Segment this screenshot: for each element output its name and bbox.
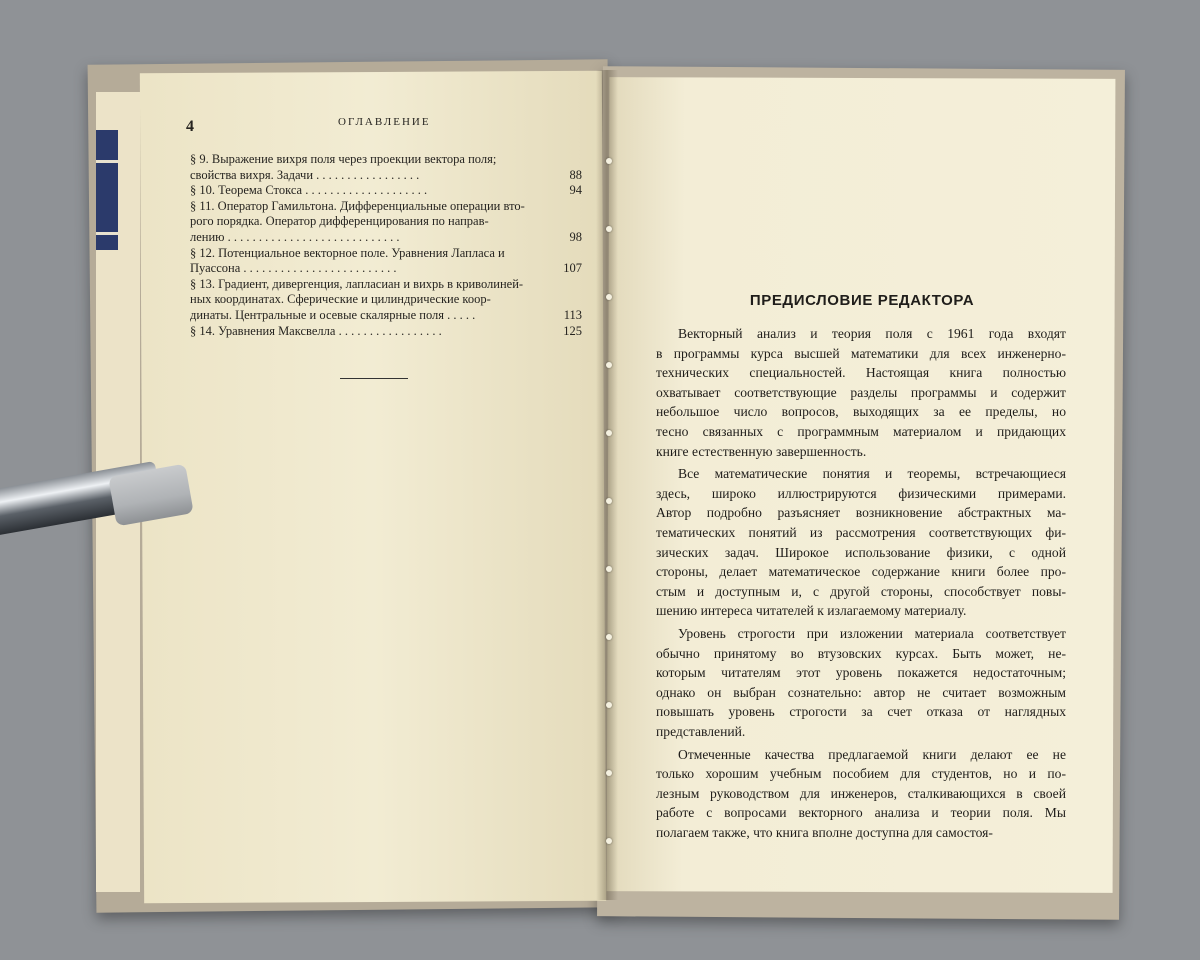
preface-line: обычно принятому во втузовских курсах. Быть может, не- bbox=[656, 645, 1066, 661]
preface-line: Отмеченные качества предлагаемой книги делают ее не bbox=[678, 746, 1066, 762]
toc-entry-line: § 11. Оператор Гамильтона. Дифференциальные операции вто- bbox=[190, 198, 525, 213]
preface-line: повышать уровень строгости за счет отказа от наглядных bbox=[656, 704, 1066, 720]
page-number: 4 bbox=[186, 118, 194, 135]
preface-line: однако он выбран сознательно: автор не считает возможным bbox=[656, 684, 1066, 700]
preface-line: технических специальностей. Настоящая книга полностью bbox=[656, 365, 1066, 381]
toc-page-number: 94 bbox=[569, 183, 582, 198]
toc-entry-line: § 13. Градиент, дивергенция, лапласиан и вихрь в криволиней- bbox=[190, 276, 524, 291]
preface-line: лезным руководством для инженеров, сталкивающихся в своей bbox=[656, 785, 1066, 801]
preface-line: которым читателям этот уровень покажется недостаточным; bbox=[656, 665, 1066, 681]
toc-entry-line: свойства вихря. Задачи . . . . . . . . . . . . . . . . . bbox=[190, 167, 420, 182]
preface-line: только хорошим учебным пособием для студентов, но и по- bbox=[656, 766, 1066, 782]
toc-page-number: 88 bbox=[569, 167, 582, 182]
preface-line: здесь, широко иллюстрируются физическими примерами. bbox=[656, 485, 1066, 501]
preface-line: книге естественную завершенность. bbox=[656, 443, 867, 459]
toc-entry-line: динаты. Центральные и осевые скалярные поля . . . . . bbox=[190, 308, 476, 322]
preface-line: Все математические понятия и теоремы, встречающиеся bbox=[678, 466, 1066, 482]
preface-line: стороны, делает математическое содержание книги более про- bbox=[656, 564, 1066, 580]
preface-line: полагаем также, что книга вполне доступна для самостоя- bbox=[656, 825, 993, 840]
preface-line: небольшое число вопросов, выходящих за ее пределы, но bbox=[656, 404, 1066, 420]
preface-line: шению интереса читателей к излагаемому материалу. bbox=[656, 603, 967, 619]
toc-divider bbox=[340, 378, 408, 379]
binding-stitch bbox=[606, 158, 612, 164]
binding-stitch bbox=[606, 566, 612, 572]
preface-line: Уровень строгости при изложении материала соответствует bbox=[678, 626, 1066, 641]
toc-entry-line: Пуассона . . . . . . . . . . . . . . . . . . . . . . . . . bbox=[190, 261, 397, 276]
binding-stitch bbox=[606, 702, 612, 708]
preface-line: стым и доступным и, с другой стороны, способствует повы- bbox=[656, 583, 1066, 599]
preface-title: ПРЕДИСЛОВИЕ РЕДАКТОРА bbox=[749, 292, 975, 309]
preface-line: представлений. bbox=[656, 724, 746, 739]
preface-line: в программы курса высшей математики для всех инженерно- bbox=[656, 345, 1066, 361]
preface-line: работе с вопросами векторного анализа и теории поля. Мы bbox=[656, 805, 1066, 821]
preface-line: зических задач. Широкое использование физики, с одной bbox=[656, 544, 1066, 560]
toc-entry-line: § 12. Потенциальное векторное поле. Уравнения Лапласа и bbox=[190, 245, 505, 260]
binding-stitch bbox=[606, 770, 612, 776]
cover-stripe bbox=[96, 232, 118, 235]
toc-header: ОГЛАВЛЕНИЕ bbox=[338, 116, 431, 128]
toc-page-number: 98 bbox=[569, 230, 582, 244]
toc-entry-line: рого порядка. Оператор дифференцирования по направ- bbox=[190, 214, 489, 229]
binding-stitch bbox=[606, 226, 612, 232]
binding-stitch bbox=[606, 838, 612, 844]
toc-entry-line: § 14. Уравнения Максвелла . . . . . . . . . . . . . . . . . bbox=[190, 323, 442, 338]
binding-stitch bbox=[606, 498, 612, 504]
preface-line: тематических понятий из рассмотрения соответствующих фи- bbox=[656, 525, 1066, 540]
binding-stitch bbox=[606, 430, 612, 436]
cover-stripe bbox=[96, 160, 118, 163]
preface-line: Автор подробно разъясняет возникновение абстрактных ма- bbox=[656, 505, 1066, 521]
toc-entry-line: ных координатах. Сферические и цилиндрические коор- bbox=[190, 292, 491, 307]
binding-stitch bbox=[606, 362, 612, 368]
toc-entry-line: § 9. Выражение вихря поля через проекции вектора поля; bbox=[190, 152, 497, 166]
toc-page-number: 125 bbox=[563, 323, 582, 338]
binding-stitch bbox=[606, 294, 612, 300]
toc-page-number: 113 bbox=[563, 308, 582, 322]
toc-entry-line: § 10. Теорема Стокса . . . . . . . . . . . . . . . . . . . . bbox=[190, 183, 428, 198]
toc-page-number: 107 bbox=[563, 261, 582, 276]
preface-line: Векторный анализ и теория поля с 1961 года входят bbox=[678, 326, 1066, 341]
binding-stitch bbox=[606, 634, 612, 640]
toc-entry-line: лению . . . . . . . . . . . . . . . . . . . . . . . . . . . . bbox=[190, 230, 400, 244]
preface-line: тесно связанных с программным материалом и придающих bbox=[656, 424, 1066, 439]
preface-line: охватывает соответствующие разделы программы и содержит bbox=[656, 384, 1066, 400]
